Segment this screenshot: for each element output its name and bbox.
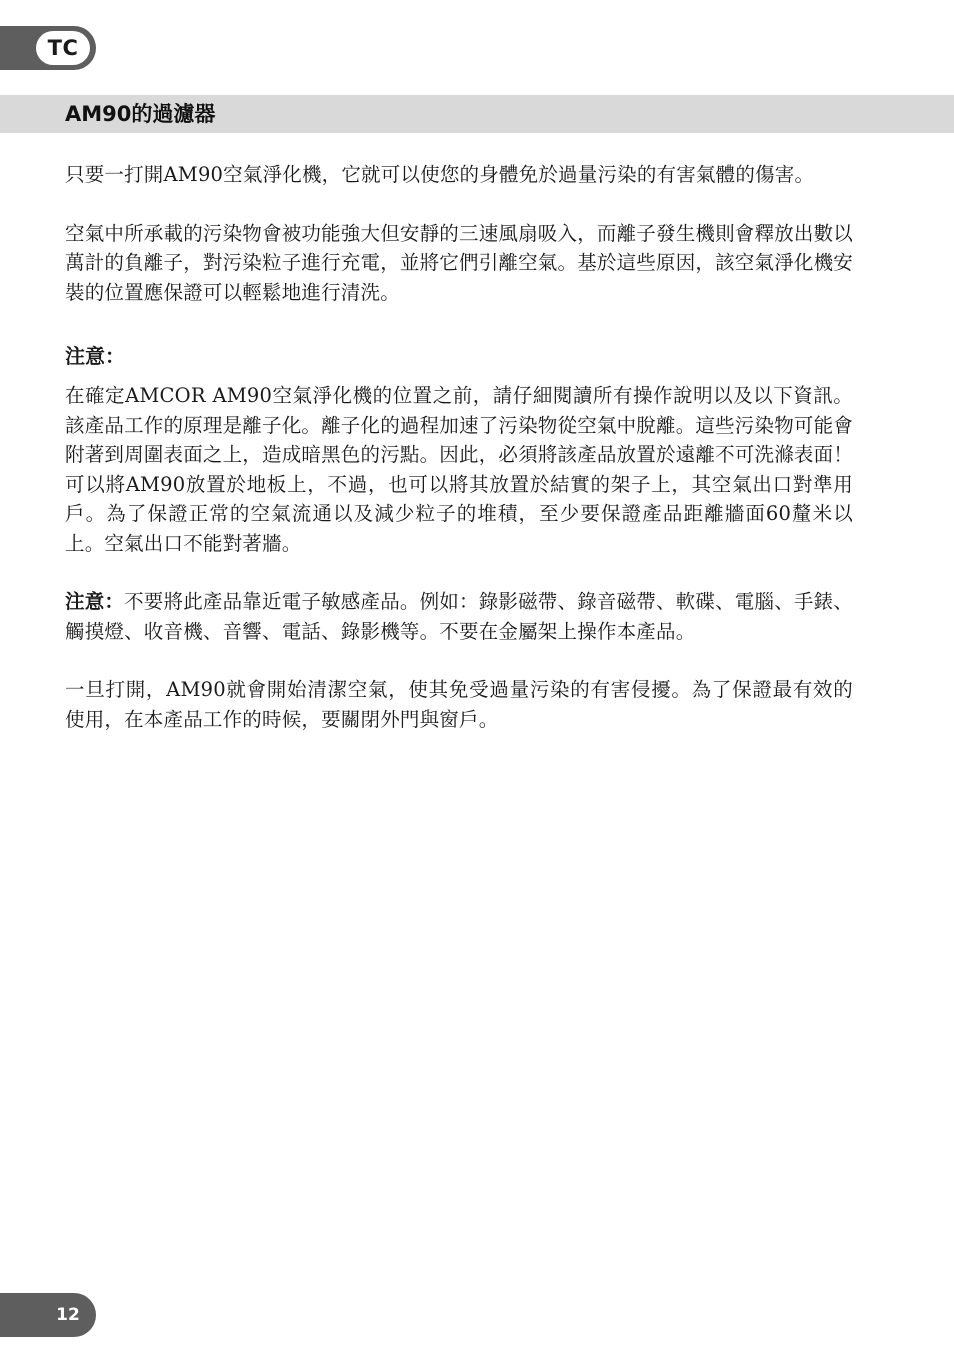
page-number-tab — [0, 1293, 96, 1337]
body-content — [65, 160, 853, 763]
section-title: AM90的過濾器 — [65, 102, 216, 126]
language-tab — [0, 26, 96, 70]
paragraph-placement: 在確定AMCOR AM90空氣淨化機的位置之前，請仔細閱讀所有操作說明以及以下資訊。該產品工作的原理是離子化。離子化的過程加速了污染物從空氣中脫離。這些污染物可能會附著到周圍表面之上，造成暗黑色的污點。因此，必須將該產品放置於遠離不可洗滌表面！可以將AM90放置於地板上，不過，也可以將其放置於結實的架子上，其空氣出口對準用戶。為了保證正常的空氣流通以及減少粒子的堆積，至少要保證產品距離牆面60釐米以上。空氣出口不能對著牆。 — [65, 384, 854, 555]
section-title-bar — [0, 95, 954, 133]
note-label: 注意： — [65, 590, 125, 613]
note-text: 不要將此產品靠近電子敏感產品。例如：錄影磁帶、錄音磁帶、軟碟、電腦、手錶、觸摸燈、收音機、音響、電話、錄影機等。不要在金屬架上操作本產品。 — [65, 590, 854, 643]
paragraph-usage: 一旦打開，AM90就會開始清潔空氣，使其免受過量污染的有害侵擾。為了保證最有效的使用，在本產品工作的時候，要關閉外門與窗戶。 — [65, 678, 853, 731]
page-number: 12 — [56, 1305, 80, 1325]
paragraph-intro: 只要一打開AM90空氣淨化機，它就可以使您的身體免於過量污染的有害氣體的傷害。 — [65, 163, 815, 186]
language-code-badge: TC — [36, 31, 90, 65]
paragraph-mechanism: 空氣中所承載的污染物會被功能強大但安靜的三速風扇吸入，而離子發生機則會釋放出數以萬計的負離子，對污染粒子進行充電，並將它們引離空氣。基於這些原因，該空氣淨化機安裝的位置應保證可以輕鬆地進行清洗。 — [65, 221, 854, 304]
note-heading: 注意： — [65, 344, 125, 368]
paragraph-note-electronics — [65, 587, 853, 646]
